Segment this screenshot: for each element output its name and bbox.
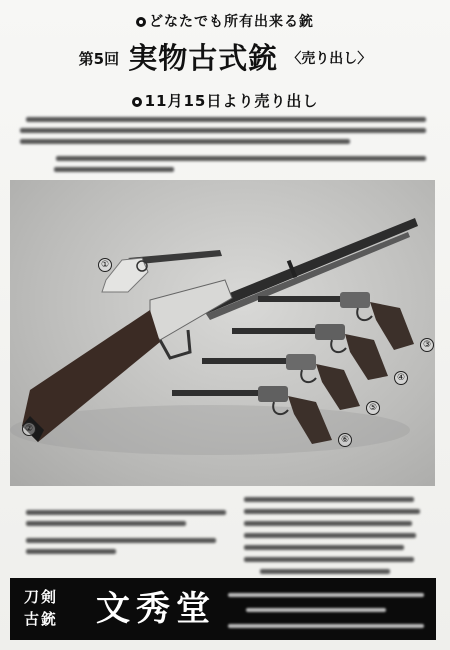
- item-number-5: ⑤: [366, 401, 380, 415]
- edition-label: 第5回: [78, 50, 120, 68]
- item-number-1: ①: [98, 258, 112, 272]
- headline: [0, 36, 450, 77]
- bullet-circle-icon: [136, 17, 146, 27]
- item-number-6: ⑥: [338, 433, 352, 447]
- sale-date-text: 11月15日より売り出し: [144, 92, 319, 110]
- headline-subtitle: 〈売り出し〉: [287, 51, 372, 67]
- gun-4-revolver: [232, 324, 388, 380]
- item-number-3: ③: [420, 338, 434, 352]
- store-name: 文秀堂: [96, 589, 216, 629]
- sale-date: [0, 90, 450, 111]
- store-category: [24, 586, 64, 630]
- guns-illustration: [10, 180, 435, 486]
- tagline: [0, 11, 450, 31]
- category-top: 刀剣: [24, 588, 59, 606]
- category-bottom: 古銃: [24, 610, 59, 628]
- item-number-2: ②: [22, 422, 36, 436]
- store-footer: [10, 578, 436, 640]
- item-number-4: ④: [394, 371, 408, 385]
- bullet-circle-icon: [132, 97, 142, 107]
- tagline-text: どなたでも所有出来る銃: [149, 14, 314, 30]
- headline-title: 実物古式銃: [128, 41, 279, 75]
- antique-guns-photo: [10, 180, 435, 486]
- gun-3-revolver: [258, 292, 414, 350]
